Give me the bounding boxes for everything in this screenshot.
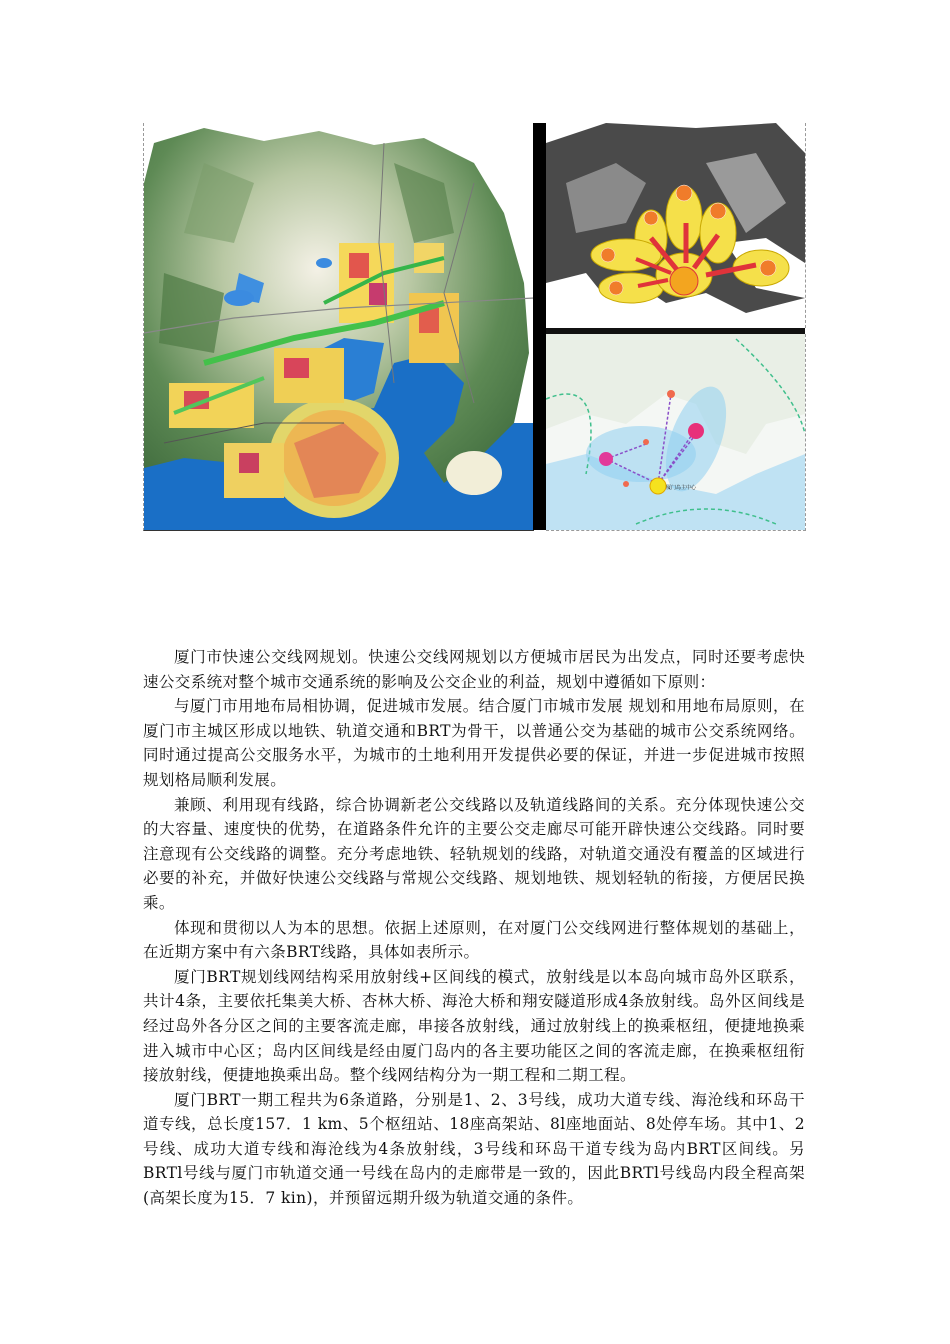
figure-divider — [533, 123, 546, 530]
network-label-center: 厦门岛主中心 — [666, 485, 697, 491]
paragraph-1: 厦门市快速公交线网规划。快速公交线网规划以方便城市居民为出发点，同时还要考虑快速公交系统对整个城市交通系统的影响及公交企业的利益，规划中遵循如下原则： — [143, 648, 805, 691]
paragraph-4: 体现和贯彻以人为本的思想。依据上述原则，在对厦门公交线网进行整体规划的基础上，在近期方案中有六条BRT线路，具体如表所示。 — [143, 918, 805, 962]
paragraph-5: 厦门BRT规划线网结构采用放射线+区间线的模式，放射线是以本岛向城市岛外区联系，共计4条，主要依托集美大桥、杏林大桥、海沧大桥和翔安隧道形成4条放射线。岛外区间线是经过岛外各分区之间的主要客流走廊，串接各放射线，通过放射线上的换乘枢纽，便捷地换乘进入城市中心区；岛内区间线是经由厦门岛内的各主要功能区之间的客流走廊，在换乘枢纽衔接放射线，便捷地换乘出岛。整个线网结构分为一期工程和二期工程。 — [143, 967, 805, 1085]
land-use-map — [143, 123, 534, 531]
urban-structure-map — [546, 123, 806, 328]
document-body — [143, 645, 805, 1211]
center-network-map — [546, 334, 806, 531]
figure-panel — [143, 123, 805, 530]
paragraph-3: 兼顾、利用现有线路，综合协调新老公交线路以及轨道线路间的关系。充分体现快速公交的大容量、速度快的优势，在道路条件允许的主要公交走廊尽可能开辟快速公交线路。同时要注意现有公交线路的调整。充分考虑地铁、轻轨规划的线路，对轨道交通没有覆盖的区域进行必要的补充，并做好快速公交线路与常规公交线路、规划地铁、规划轻轨的衔接，方便居民换乘。 — [143, 795, 805, 912]
paragraph-2: 与厦门市用地布局相协调，促进城市发展。结合厦门市城市发展 规划和用地布局原则，在厦门市主城区形成以地铁、轨道交通和BRT为骨干，以普通公交为基础的城市公交系统网络。同时通过提高公交服务水平，为城市的土地利用开发提供必要的保证，并进一步促进城市按照规划格局顺利发展。 — [143, 697, 805, 789]
paragraph-6: 厦门BRT一期工程共为6条道路，分别是1、2、3号线，成功大道专线、海沧线和环岛干道专线，总长度157．1 km、5个枢纽站、18座高架站、8l座地面站、8处停车场。其中1、2号线、成功大道专线和海沧线为4条放射线，3号线和环岛干道专线为岛内BRT区间线。另BRTl号线与厦门市轨道交通一号线在岛内的走廊带是一致的，因此BRTl号线岛内段全程高架(高架长度为15．7 kin)，并预留远期升级为轨道交通的条件。 — [143, 1090, 805, 1208]
